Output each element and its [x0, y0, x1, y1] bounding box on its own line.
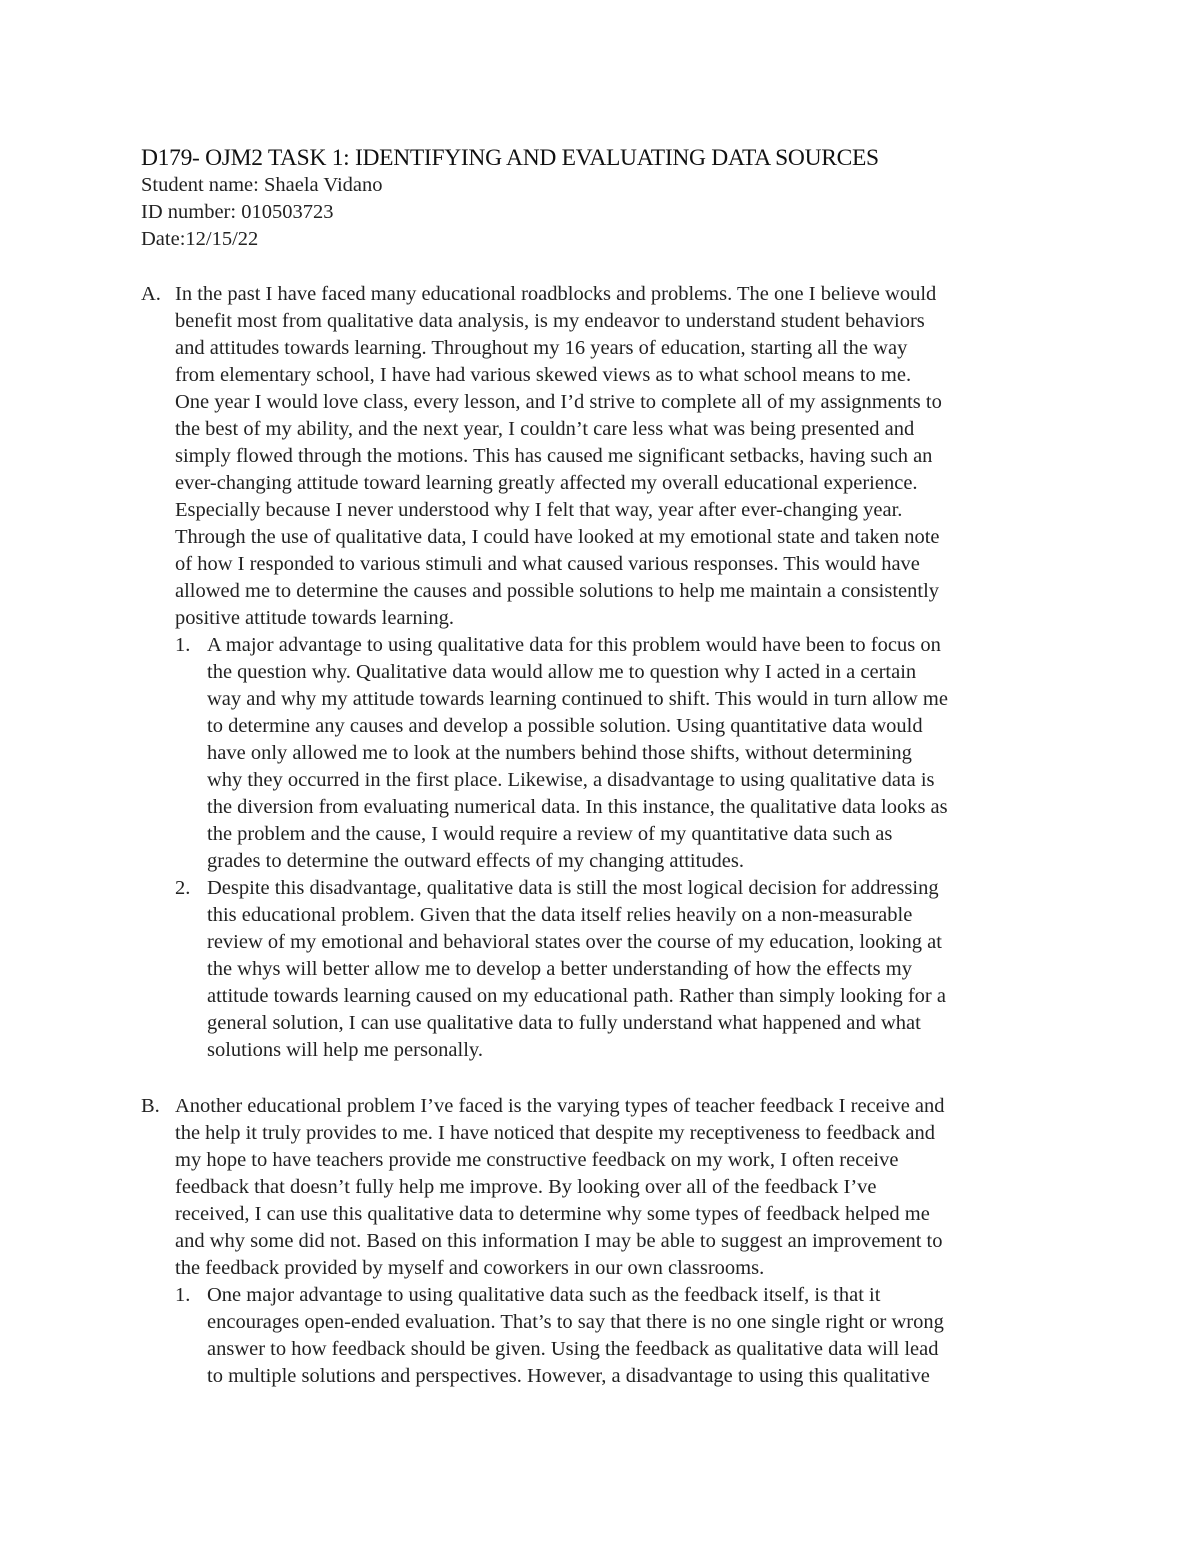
paragraph-line: allowed me to determine the causes and possible solutions to help me maintain a consistently [175, 580, 940, 602]
section-letter: A. [141, 283, 161, 305]
paragraph-line: and attitudes towards learning. Throughout my 16 years of education, starting all the way [175, 337, 908, 359]
paragraph-line: received, I can use this qualitative data to determine why some types of feedback helped me [175, 1203, 930, 1225]
paragraph-line: and why some did not. Based on this information I may be able to suggest an improvement to [175, 1230, 943, 1252]
paragraph-line: the help it truly provides to me. I have noticed that despite my receptiveness to feedback and [175, 1122, 935, 1144]
date: Date:12/15/22 [141, 228, 259, 250]
section-a-body [175, 281, 1071, 632]
list-item [175, 1282, 1071, 1390]
list-line: solutions will help me personally. [207, 1039, 483, 1061]
paragraph-line: One year I would love class, every lesson, and I’d strive to complete all of my assignments to [175, 391, 942, 413]
list-number: 1. [175, 1284, 191, 1306]
list-item [175, 875, 1071, 1064]
list-line: attitude towards learning caused on my educational path. Rather than simply looking for a [207, 985, 946, 1007]
paragraph-line: ever-changing attitude toward learning greatly affected my overall educational experience. [175, 472, 918, 494]
section-a [141, 281, 1071, 1064]
list-line: this educational problem. Given that the data itself relies heavily on a non-measurable [207, 904, 913, 926]
list-number: 2. [175, 877, 191, 899]
paragraph-line: from elementary school, I have had various skewed views as to what school means to me. [175, 364, 912, 386]
list-line: way and why my attitude towards learning continued to shift. This would in turn allow me [207, 688, 948, 710]
section-b [141, 1093, 1071, 1390]
list-line: to determine any causes and develop a possible solution. Using quantitative data would [207, 715, 923, 737]
id-number: ID number: 010503723 [141, 201, 334, 223]
paragraph-line: benefit most from qualitative data analysis, is my endeavor to understand student behaviors [175, 310, 925, 332]
section-b-body [175, 1093, 1071, 1282]
list-line: review of my emotional and behavioral states over the course of my education, looking at [207, 931, 942, 953]
section-b-list [175, 1282, 1071, 1390]
document-header [141, 144, 1081, 253]
student-name: Student name: Shaela Vidano [141, 174, 383, 196]
list-line: answer to how feedback should be given. Using the feedback as qualitative data will lead [207, 1338, 939, 1360]
paragraph-line: of how I responded to various stimuli and what caused various responses. This would have [175, 553, 920, 575]
paragraph-line: positive attitude towards learning. [175, 607, 454, 629]
paragraph-line: Especially because I never understood why I felt that way, year after ever-changing year. [175, 499, 903, 521]
list-line: encourages open-ended evaluation. That’s to say that there is no one single right or wrong [207, 1311, 944, 1333]
list-line: why they occurred in the first place. Likewise, a disadvantage to using qualitative data is [207, 769, 935, 791]
paragraph-line: In the past I have faced many educational roadblocks and problems. The one I believe would [175, 283, 937, 305]
paragraph-line: Another educational problem I’ve faced is the varying types of teacher feedback I receive and [175, 1095, 945, 1117]
paragraph-line: the feedback provided by myself and coworkers in our own classrooms. [175, 1257, 765, 1279]
paragraph-line: simply flowed through the motions. This has caused me significant setbacks, having such an [175, 445, 933, 467]
list-line: to multiple solutions and perspectives. However, a disadvantage to using this qualitative [207, 1365, 930, 1387]
paragraph-line: Through the use of qualitative data, I could have looked at my emotional state and taken note [175, 526, 940, 548]
paragraph-line: feedback that doesn’t fully help me improve. By looking over all of the feedback I’ve [175, 1176, 877, 1198]
list-line: have only allowed me to look at the numbers behind those shifts, without determining [207, 742, 912, 764]
list-item-body [207, 875, 1071, 1064]
list-item-body [207, 632, 1071, 875]
list-line: the diversion from evaluating numerical data. In this instance, the qualitative data looks as [207, 796, 948, 818]
list-line: A major advantage to using qualitative data for this problem would have been to focus on [207, 634, 941, 656]
list-line: the question why. Qualitative data would allow me to question why I acted in a certain [207, 661, 917, 683]
list-line: general solution, I can use qualitative data to fully understand what happened and what [207, 1012, 921, 1034]
list-item [175, 632, 1071, 875]
list-line: grades to determine the outward effects of my changing attitudes. [207, 850, 745, 872]
list-line: the whys will better allow me to develop a better understanding of how the effects my [207, 958, 912, 980]
list-line: Despite this disadvantage, qualitative data is still the most logical decision for addressing [207, 877, 939, 899]
list-item-body [207, 1282, 1071, 1390]
list-number: 1. [175, 634, 191, 656]
section-letter: B. [141, 1095, 160, 1117]
document-title: D179- OJM2 TASK 1: IDENTIFYING AND EVALUATING DATA SOURCES [141, 145, 879, 171]
section-a-list [175, 632, 1071, 1064]
list-line: the problem and the cause, I would require a review of my quantitative data such as [207, 823, 893, 845]
paragraph-line: the best of my ability, and the next year, I couldn’t care less what was being presented and [175, 418, 915, 440]
list-line: One major advantage to using qualitative data such as the feedback itself, is that it [207, 1284, 881, 1306]
paragraph-line: my hope to have teachers provide me constructive feedback on my work, I often receive [175, 1149, 899, 1171]
